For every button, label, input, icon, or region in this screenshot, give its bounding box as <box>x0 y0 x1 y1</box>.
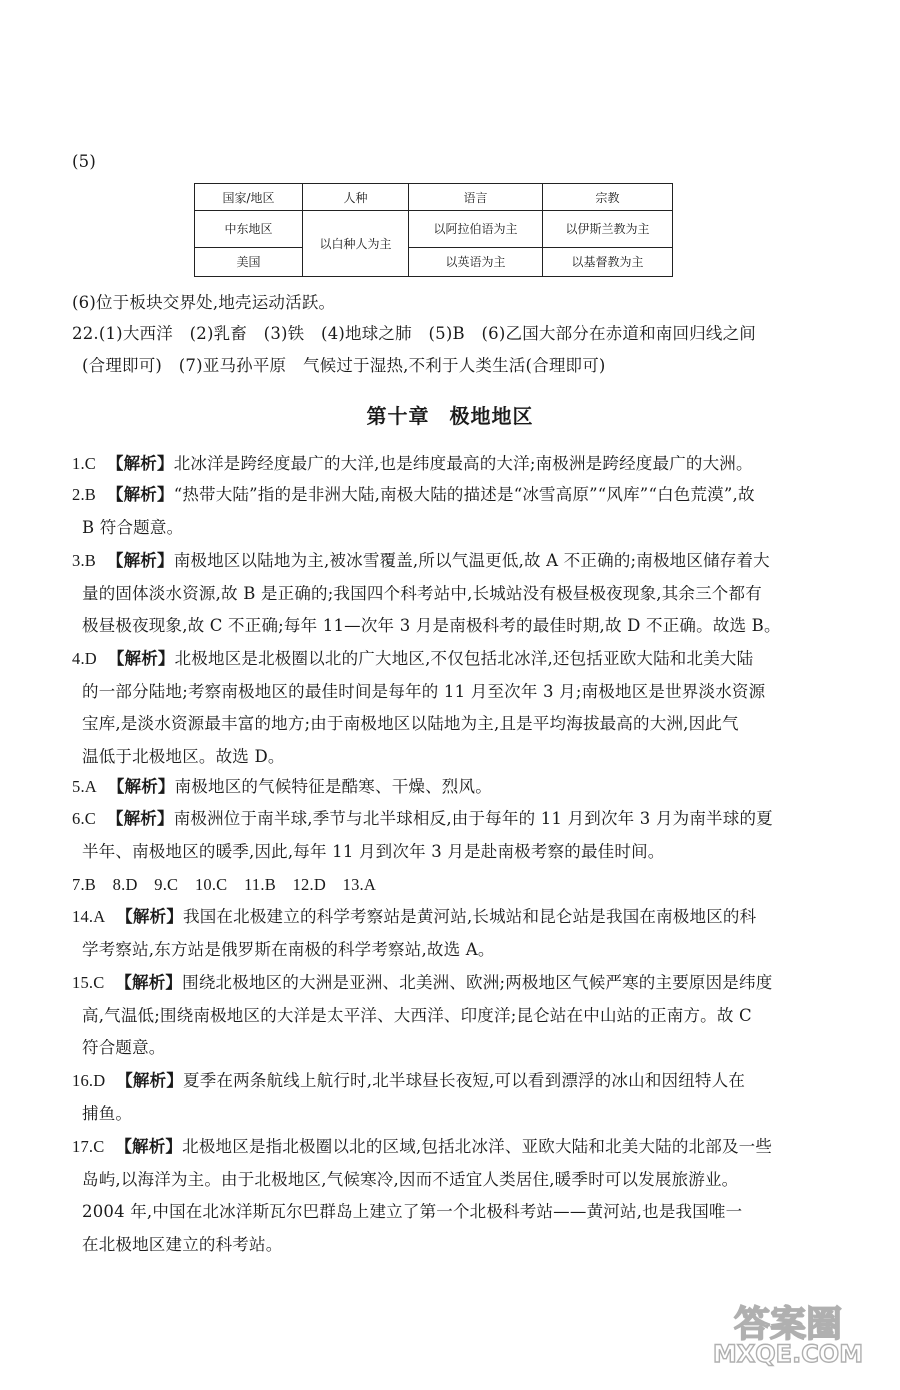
answer-continuation: 符合题意。 <box>82 1038 166 1058</box>
table-cell: 以阿拉伯语为主 <box>409 211 543 248</box>
answer-continuation: 的一部分陆地;考察南极地区的最佳时间是每年的 11 月至次年 3 月;南极地区是世界淡水资源 <box>82 681 766 701</box>
answer-number: 2.B <box>72 485 96 504</box>
answer-text: 南极地区的气候特征是酷寒、干燥、烈风。 <box>174 777 492 796</box>
answer-continuation: 捕鱼。 <box>82 1103 133 1123</box>
analysis-tag: 【解析】 <box>116 1071 184 1090</box>
chapter-number: 第十章 <box>366 404 430 428</box>
answer-number: 5.A <box>72 777 97 796</box>
answer-item <box>72 549 832 573</box>
q22-line-2: (合理即可) (7)亚马孙平原 气候过于湿热,不利于人类生活(合理即可) <box>82 356 606 375</box>
answer-continuation: 宝库,是淡水资源最丰富的地方;由于南极地区以陆地为主,且是平均海拔最高的大洲,因此气 <box>82 714 739 734</box>
answer-item <box>72 905 832 929</box>
answer-continuation: 高,气温低;围绕南极地区的大洋是太平洋、大西洋、印度洋;昆仑站在中山站的正南方。故 C <box>82 1005 752 1025</box>
answer-number: 14.A <box>72 907 106 926</box>
analysis-tag: 【解析】 <box>107 649 175 668</box>
answer-number: 17.C <box>72 1137 105 1156</box>
region-info-table <box>194 183 673 277</box>
answer-continuation: 在北极地区建立的科考站。 <box>82 1234 283 1254</box>
table-cell: 以英语为主 <box>409 247 543 276</box>
table-row <box>195 211 673 248</box>
answer-number: 15.C <box>72 973 105 992</box>
answer-text: 围绕北极地区的大洲是亚洲、北美洲、欧洲;两极地区气候严寒的主要原因是纬度 <box>182 973 773 992</box>
answer-item <box>72 1135 832 1159</box>
table-header-cell: 国家/地区 <box>195 184 303 211</box>
table-header-cell: 语言 <box>409 184 543 211</box>
watermark-text-top: 答案圈 <box>733 1304 843 1345</box>
analysis-tag: 【解析】 <box>106 485 174 504</box>
analysis-tag: 【解析】 <box>106 809 174 828</box>
answer-item <box>72 483 832 507</box>
answer-text: 南极地区以陆地为主,被冰雪覆盖,所以气温更低,故 A 不正确的;南极地区储存着大 <box>173 551 770 570</box>
answer-item <box>72 873 832 897</box>
answer-continuation: 学考察站,东方站是俄罗斯在南极的科学考察站,故选 A。 <box>82 939 495 959</box>
answer-text: “热带大陆”指的是非洲大陆,南极大陆的描述是“冰雪高原”“风库”“白色荒漠”,故 <box>173 485 755 504</box>
answer-continuation: 极昼极夜现象,故 C 不正确;每年 11—次年 3 月是南极科考的最佳时期,故 D 不正确。故选 B。 <box>82 616 781 636</box>
table-cell: 以伊斯兰教为主 <box>543 211 673 248</box>
answer-number: 4.D <box>72 649 97 668</box>
answer-item <box>72 1069 832 1093</box>
analysis-tag: 【解析】 <box>115 1137 183 1156</box>
analysis-tag: 【解析】 <box>116 907 184 926</box>
answer-text: 南极洲位于南半球,季节与北半球相反,由于每年的 11 月到次年 3 月为南半球的夏 <box>173 809 773 828</box>
table-cell: 以基督教为主 <box>543 247 673 276</box>
analysis-tag: 【解析】 <box>106 454 174 473</box>
table-row <box>195 247 673 276</box>
analysis-tag: 【解析】 <box>106 551 174 570</box>
answer-text: 夏季在两条航线上航行时,北半球昼长夜短,可以看到漂浮的冰山和因纽特人在 <box>183 1071 746 1090</box>
table-header-cell: 宗教 <box>543 184 673 211</box>
answer-item <box>72 775 832 799</box>
chapter-title <box>0 400 900 429</box>
table-cell: 以白种人为主 <box>303 211 409 277</box>
answer-number: 1.C <box>72 454 96 473</box>
analysis-tag: 【解析】 <box>115 973 183 992</box>
answer-item <box>72 647 832 671</box>
answer-continuation: 2004 年,中国在北冰洋斯瓦尔巴群岛上建立了第一个北极科考站——黄河站,也是我国唯一 <box>82 1202 743 1222</box>
item5-label: (5) <box>72 152 96 171</box>
table-header-cell: 人种 <box>303 184 409 211</box>
table-cell: 中东地区 <box>195 211 303 248</box>
answer-item <box>72 971 832 995</box>
answer-number: 7.B 8.D 9.C 10.C 11.B 12.D 13.A <box>72 875 376 894</box>
q22-line-1: 22.(1)大西洋 (2)乳畜 (3)铁 (4)地球之肺 (5)B (6)乙国大部分在赤道和南回归线之间 <box>72 324 756 343</box>
analysis-tag: 【解析】 <box>107 777 175 796</box>
answer-text: 北冰洋是跨经度最广的大洋,也是纬度最高的大洋;南极洲是跨经度最广的大洲。 <box>173 454 753 473</box>
answer-text: 北极地区是指北极圈以北的区域,包括北冰洋、亚欧大陆和北美大陆的北部及一些 <box>182 1137 773 1156</box>
answer-number: 3.B <box>72 551 96 570</box>
answer-continuation: 半年、南极地区的暖季,因此,每年 11 月到次年 3 月是赴南极考察的最佳时间。 <box>82 841 665 861</box>
answer-continuation: B 符合题意。 <box>82 517 184 537</box>
answer-number: 16.D <box>72 1071 106 1090</box>
watermark-logo <box>698 1298 878 1368</box>
answer-continuation: 岛屿,以海洋为主。由于北极地区,气候寒冷,因而不适宜人类居住,暖季时可以发展旅游业。 <box>82 1169 739 1189</box>
table-cell: 美国 <box>195 247 303 276</box>
item6-text: (6)位于板块交界处,地壳运动活跃。 <box>72 293 336 312</box>
chapter-name: 极地地区 <box>449 404 534 428</box>
answer-continuation: 温低于北极地区。故选 D。 <box>82 746 285 766</box>
answer-text: 我国在北极建立的科学考察站是黄河站,长城站和昆仑站是我国在南极地区的科 <box>183 907 757 926</box>
table-header-row <box>195 184 673 211</box>
answer-number: 6.C <box>72 809 96 828</box>
answer-continuation: 量的固体淡水资源,故 B 是正确的;我国四个科考站中,长城站没有极昼极夜现象,其余三个都有 <box>82 583 762 603</box>
answer-item <box>72 807 832 831</box>
answer-item <box>72 452 832 476</box>
watermark-text-bottom: MXQE.COM <box>712 1340 864 1368</box>
answer-text: 北极地区是北极圈以北的广大地区,不仅包括北冰洋,还包括亚欧大陆和北美大陆 <box>174 649 754 668</box>
